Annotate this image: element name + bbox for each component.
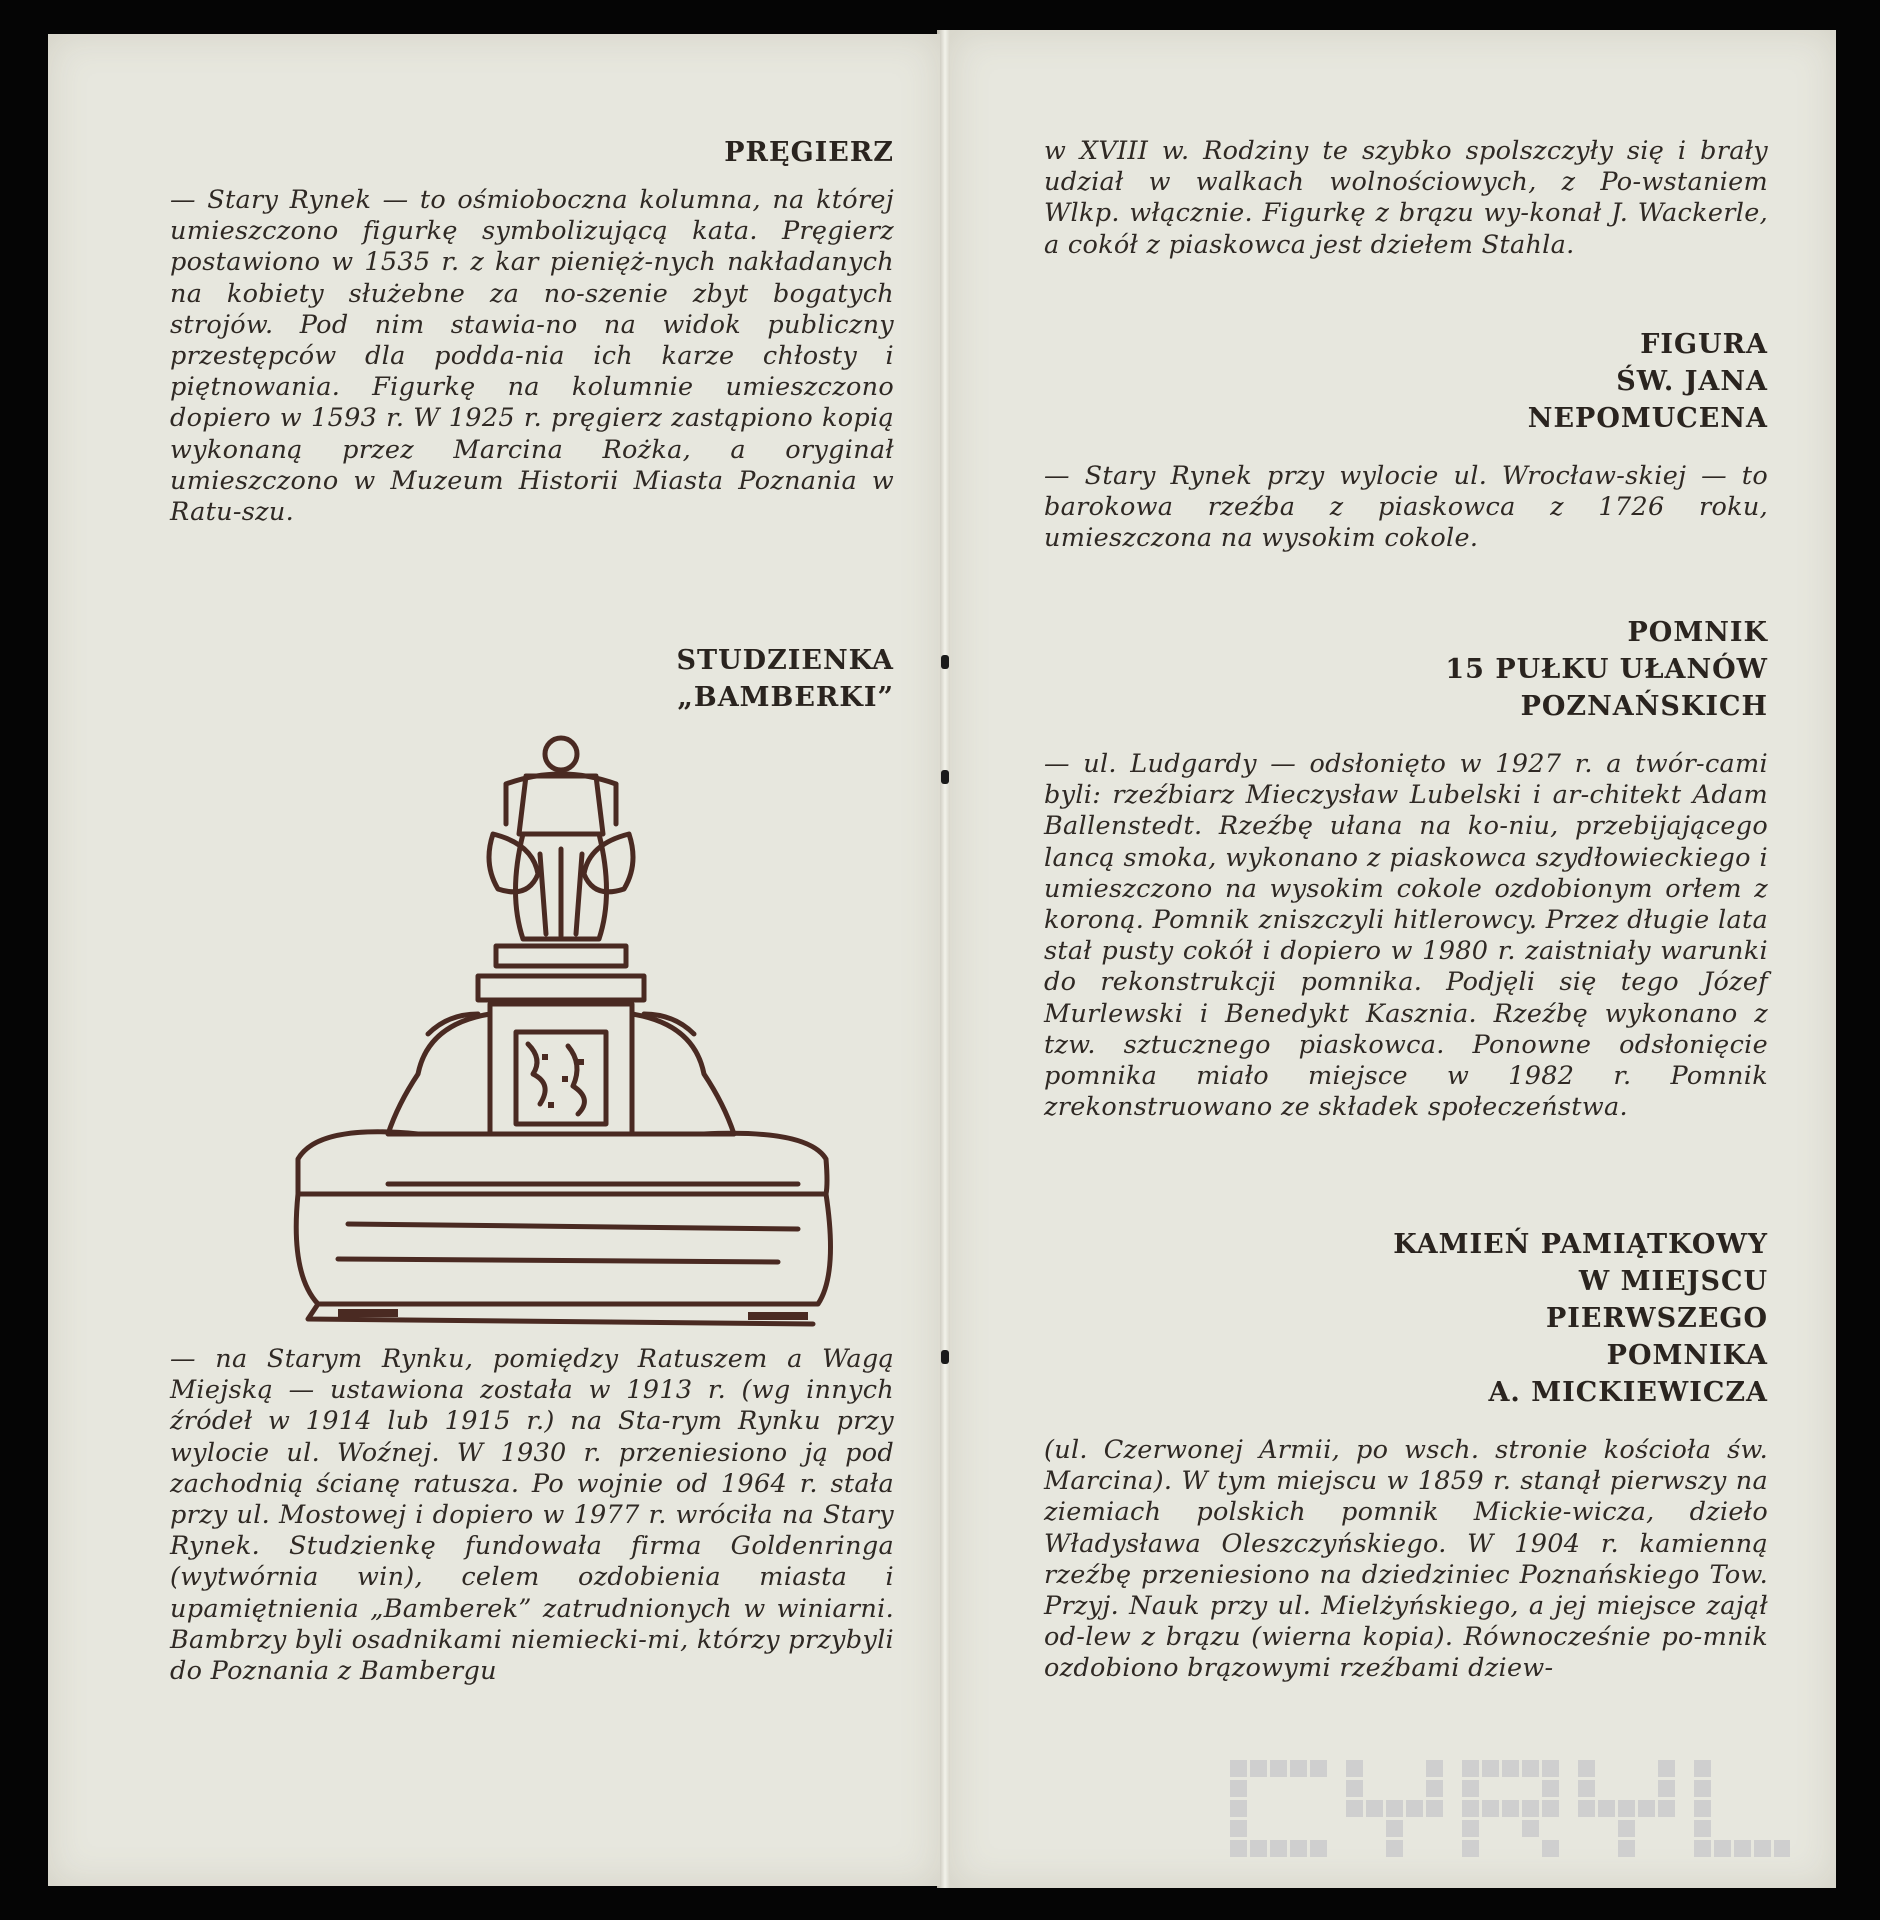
heading-pregierz: PRĘGIERZ xyxy=(724,137,894,168)
watermark-block xyxy=(1774,1840,1790,1857)
watermark-block xyxy=(1578,1780,1595,1797)
cyryl-watermark-logo xyxy=(1230,1755,1790,1865)
watermark-block xyxy=(1694,1840,1711,1857)
watermark-block xyxy=(1714,1840,1731,1857)
watermark-block xyxy=(1230,1780,1247,1797)
watermark-block xyxy=(1230,1820,1247,1837)
watermark-block xyxy=(1618,1840,1635,1857)
watermark-block xyxy=(1578,1800,1595,1817)
heading-figura: FIGURA ŚW. JANA NEPOMUCENA xyxy=(1527,329,1768,434)
binding-staple xyxy=(941,655,949,669)
text-kamien: (ul. Czerwonej Armii, po wsch. stronie kościoła św. Marcina). W tym miejscu w 1859 r. stanął pierwszy na ziemiach polskich pomnik Mickie-wicza, dzieło Władysława Oleszczyńskiego. W 1904 r. kamienną rzeźbę przeniesiono na dziedziniec Poznańskiego Tow. Przyj. Nauk przy ul. Mielżyńskiego, a jej miejsce zajął od-lew z brązu (wierna kopia). Równocześnie po-mnik ozdobiono brązowymi rzeźbami dziew- xyxy=(1044,1435,1768,1684)
heading-pomnik: POMNIK 15 PUŁKU UŁANÓW POZNAŃSKICH xyxy=(1445,617,1768,722)
watermark-block xyxy=(1406,1800,1423,1817)
watermark-block xyxy=(1694,1760,1711,1777)
section-studzienka xyxy=(170,642,894,716)
watermark-block xyxy=(1250,1840,1267,1857)
text-pregierz: — Stary Rynek — to ośmioboczna kolumna, na której umieszczono figurkę symbolizującą kata. Pręgierz postawiono w 1535 r. z kar pienięż-nych nakładanych na kobiety służebne za no-szenie zbyt bogatych strojów. Pod nim stawia-no na widok publiczny przestępców dla podda-nia ich karze chłosty i piętnowania. Figurkę na kolumnie umieszczono dopiero w 1593 r. W 1925 r. pręgierz zastąpiono kopią wykonaną przez Marcina Rożka, a oryginał umieszczono w Muzeum Historii Miasta Poznania w Ratu-szu. xyxy=(170,185,894,528)
watermark-block xyxy=(1502,1800,1519,1817)
watermark-block xyxy=(1542,1760,1559,1777)
watermark-block xyxy=(1366,1800,1383,1817)
watermark-block xyxy=(1694,1780,1711,1797)
binding-staple xyxy=(941,1350,949,1364)
watermark-block xyxy=(1346,1800,1363,1817)
watermark-block xyxy=(1618,1800,1635,1817)
watermark-block xyxy=(1250,1760,1267,1777)
watermark-block xyxy=(1310,1840,1327,1857)
bamberka-fountain-drawing xyxy=(278,714,838,1334)
heading-kamien: KAMIEŃ PAMIĄTKOWY W MIEJSCU PIERWSZEGO POMNIKA A. MICKIEWICZA xyxy=(1393,1229,1768,1408)
watermark-block xyxy=(1346,1760,1363,1777)
watermark-block xyxy=(1290,1760,1307,1777)
text-pomnik: — ul. Ludgardy — odsłonięto w 1927 r. a twór-cami byli: rzeźbiarz Mieczysław Lubelski i ar-chitekt Adam Ballenstedt. Rzeźbę ułana na ko-niu, przebijającego lancą smoka, wykonano z piaskowca szydłowieckiego i umieszczono na wysokim cokole ozdobionym orłem z koroną. Pomnik zniszczyli hitlerowcy. Przez długie lata stał pusty cokół i dopiero w 1980 r. zaistniały warunki do rekonstrukcji pomnika. Podjęli się tego Józef Murlewski i Benedykt Kasznia. Rzeźbę wykonano z tzw. sztucznego piaskowca. Ponowne odsłonięcie pomnika miało miejsce w 1982 r. Pomnik zrekonstruowano ze składek społeczeństwa. xyxy=(1044,749,1768,1123)
watermark-block xyxy=(1230,1760,1247,1777)
watermark-block xyxy=(1426,1760,1443,1777)
watermark-block xyxy=(1522,1820,1539,1837)
watermark-block xyxy=(1754,1840,1771,1857)
section-kamien xyxy=(1044,1226,1768,1685)
heading-studzienka: STUDZIENKA „BAMBERKI” xyxy=(676,645,894,713)
section-figura xyxy=(1044,326,1768,555)
binding-staple xyxy=(941,770,949,784)
watermark-block xyxy=(1694,1800,1711,1817)
left-page xyxy=(48,34,940,1886)
watermark-block xyxy=(1462,1800,1479,1817)
text-studzienka: — na Starym Rynku, pomiędzy Ratuszem a Wagą Miejską — ustawiona została w 1913 r. (wg innych źródeł w 1914 lub 1915 r.) na Sta-rym Rynku przy wylocie ul. Woźnej. W 1930 r. przeniesiono ją pod zachodnią ścianę ratusza. Po wojnie od 1964 r. stała przy ul. Mostowej i dopiero w 1977 r. wróciła na Stary Rynek. Studzienkę fundowała firma Goldenringa (wytwórnia win), celem ozdobienia miasta i upamiętnienia „Bamberek” zatrudnionych w winiarni. Bambrzy byli osadnikami niemiecki-mi, którzy przybyli do Poznania z Bambergu xyxy=(170,1344,894,1687)
watermark-block xyxy=(1658,1760,1675,1777)
watermark-block xyxy=(1482,1800,1499,1817)
watermark-block xyxy=(1386,1800,1403,1817)
section-continuation xyxy=(1044,136,1768,261)
section-pregierz xyxy=(170,134,894,528)
watermark-block xyxy=(1578,1760,1595,1777)
watermark-block xyxy=(1482,1760,1499,1777)
text-figura: — Stary Rynek przy wylocie ul. Wrocław-skiej — to barokowa rzeźba z piaskowca z 1726 roku, umieszczona na wysokim cokole. xyxy=(1044,461,1768,554)
watermark-block xyxy=(1598,1800,1615,1817)
watermark-block xyxy=(1310,1760,1327,1777)
watermark-block xyxy=(1426,1800,1443,1817)
section-pomnik xyxy=(1044,614,1768,1123)
text-continuation: w XVIII w. Rodziny te szybko spolszczyły się i brały udział w walkach wolnościowych, z Po-wstaniem Wlkp. włącznie. Figurkę z brązu wy-konał J. Wackerle, a cokół z piaskowca jest dziełem Stahla. xyxy=(1044,136,1768,260)
watermark-block xyxy=(1462,1820,1479,1837)
watermark-block xyxy=(1462,1760,1479,1777)
watermark-block xyxy=(1386,1840,1403,1857)
right-page xyxy=(950,30,1836,1888)
watermark-block xyxy=(1346,1780,1363,1797)
watermark-block xyxy=(1658,1800,1675,1817)
watermark-block xyxy=(1542,1840,1559,1857)
watermark-block xyxy=(1542,1780,1559,1797)
watermark-block xyxy=(1522,1760,1539,1777)
watermark-block xyxy=(1386,1820,1403,1837)
watermark-block xyxy=(1426,1780,1443,1797)
watermark-block xyxy=(1462,1840,1479,1857)
watermark-block xyxy=(1290,1840,1307,1857)
section-studzienka-text xyxy=(170,1344,894,1687)
watermark-block xyxy=(1270,1760,1287,1777)
watermark-block xyxy=(1638,1800,1655,1817)
watermark-block xyxy=(1542,1800,1559,1817)
watermark-block xyxy=(1522,1800,1539,1817)
watermark-block xyxy=(1658,1780,1675,1797)
watermark-block xyxy=(1618,1820,1635,1837)
watermark-block xyxy=(1270,1840,1287,1857)
watermark-block xyxy=(1462,1780,1479,1797)
watermark-block xyxy=(1502,1760,1519,1777)
watermark-block xyxy=(1230,1840,1247,1857)
watermark-block xyxy=(1230,1800,1247,1817)
watermark-block xyxy=(1734,1840,1751,1857)
watermark-block xyxy=(1694,1820,1711,1837)
